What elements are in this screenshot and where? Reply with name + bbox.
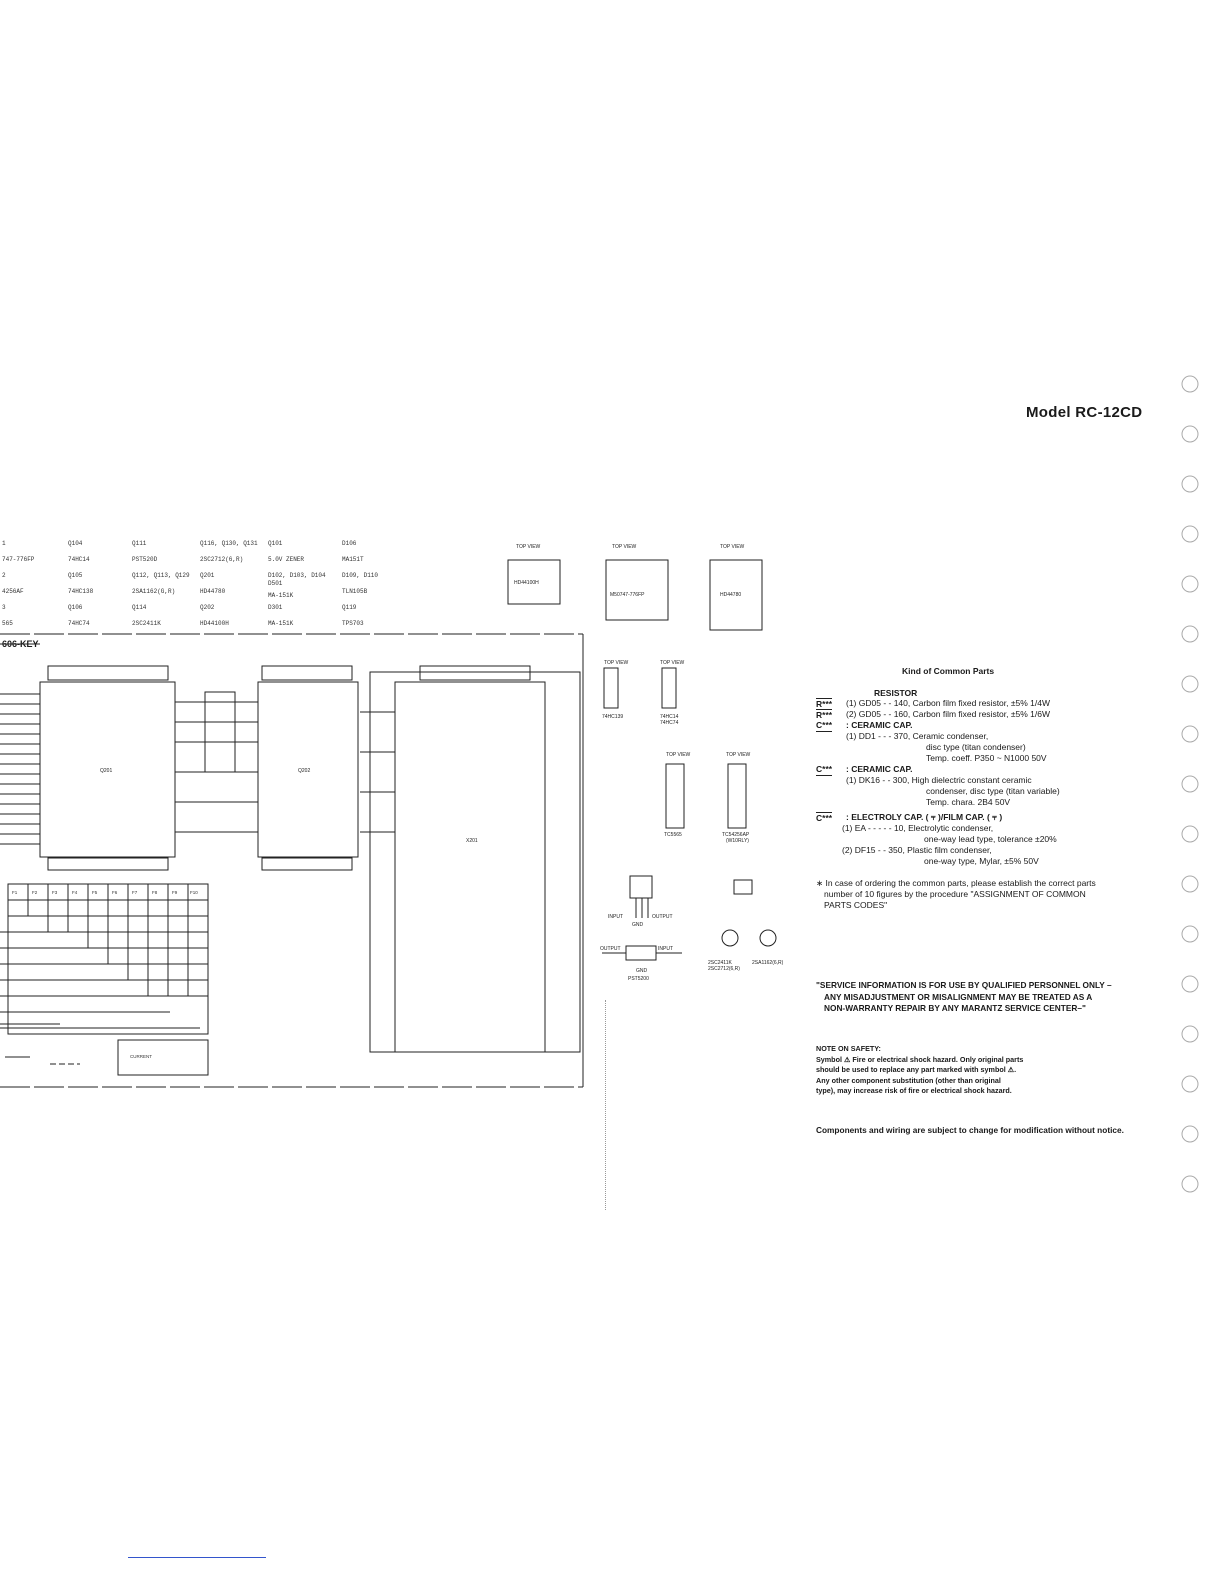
parts-cell: 74HC138 <box>68 588 94 595</box>
chip-q202-label: Q202 <box>298 768 311 774</box>
c1-heading: : CERAMIC CAP. <box>846 720 913 730</box>
c3-heading: : ELECTROLY CAP. ( ⫧ )/FILM CAP. ( ⫧ ) <box>846 812 1003 822</box>
topview-caption: TOP VIEW <box>726 752 751 758</box>
parts-cell: Q202 <box>200 604 215 611</box>
c1-code: C*** <box>816 720 833 730</box>
r1-code: R*** <box>816 699 833 709</box>
topview-caption: TOP VIEW <box>516 544 541 550</box>
ic-tc54256-label: TC54256AP <box>722 832 750 838</box>
binder-holes-icon <box>1172 370 1212 1210</box>
parts-left-5: 3 <box>2 604 6 611</box>
parts-cell: MA151T <box>342 556 364 563</box>
parts-cell: Q105 <box>68 572 83 579</box>
ic-top-views <box>480 538 810 858</box>
key-label: F3 <box>52 890 58 895</box>
note-line2: number of 10 figures by the procedure "ASSIGNMENT OF COMMON <box>824 889 1086 899</box>
safety-line2: should be used to replace any part marked with symbol ⚠. <box>816 1065 1017 1074</box>
bottom-rule <box>128 1557 266 1558</box>
resistor-heading: RESISTOR <box>874 688 918 698</box>
ic-m50747-label: M50747-776FP <box>610 592 645 598</box>
parts-cell: TPS703 <box>342 620 364 627</box>
ic-74hc74-label: 74HC74 <box>660 720 679 726</box>
parts-cell: Q119 <box>342 604 357 611</box>
transistor-b-label: 2SA1162(6,R) <box>752 960 784 966</box>
parts-cell: PST520D <box>132 556 158 563</box>
parts-cell: 2SC2411K <box>132 620 161 627</box>
safety-heading: NOTE ON SAFETY: <box>816 1044 881 1053</box>
chip-q201-label: Q201 <box>100 768 113 774</box>
key-label: F9 <box>172 890 178 895</box>
reg-name-label: PST5200 <box>628 976 649 982</box>
parts-cell: 2SA1162(G,R) <box>132 588 176 595</box>
model-title: Model RC-12CD <box>1026 404 1143 421</box>
parts-cell: MA-151K <box>268 592 294 599</box>
safety-line4: type), may increase risk of fire or electrical shock hazard. <box>816 1086 1012 1095</box>
c3-code: C*** <box>816 813 833 823</box>
service-line1: "SERVICE INFORMATION IS FOR USE BY QUALIFIED PERSONNEL ONLY – <box>816 980 1112 990</box>
parts-cell: D301 <box>268 604 283 611</box>
safety-note <box>816 1044 1023 1097</box>
key-label: F8 <box>152 890 158 895</box>
key-label: F4 <box>72 890 78 895</box>
c3-line4: one-way type, Mylar, ±5% 50V <box>924 856 1039 866</box>
parts-left-1: 1 <box>2 540 6 547</box>
topview-caption: TOP VIEW <box>604 660 629 666</box>
c3-line2: one-way lead type, tolerance ±20% <box>924 834 1057 844</box>
parts-cell: Q116, Q130, Q131 <box>200 540 258 547</box>
reg-output-label: OUTPUT <box>652 914 673 920</box>
parts-left-4: 4256AF <box>2 588 24 595</box>
ic-tc5565-label: TC5565 <box>664 832 682 838</box>
parts-cell: D102, D103, D104 <box>268 572 326 579</box>
c3-line1: (1) EA - - - - - 10, Electrolytic condenser, <box>842 823 994 833</box>
c2-code: C*** <box>816 764 833 774</box>
transistor-a2-label: 2SC2712(6,R) <box>708 966 740 972</box>
parts-cell: D106 <box>342 540 357 547</box>
r1-text: (1) GD05 - - 140, Carbon film fixed resistor, ±5% 1/4W <box>846 698 1051 708</box>
transistor-a-label: 2SC2411K <box>708 960 732 966</box>
service-line2: ANY MISADJUSTMENT OR MISALIGNMENT MAY BE TREATED AS A <box>824 991 1093 1002</box>
ic-74hc139-label: 74HC139 <box>602 714 624 720</box>
parts-cell: D501 <box>268 580 283 587</box>
ic-tc54256-note: (W10RLY) <box>726 838 749 844</box>
ic-74hc14-label: 74HC14 <box>660 714 679 720</box>
key-label: F10 <box>190 890 198 895</box>
parts-cell: Q106 <box>68 604 83 611</box>
key-label: F5 <box>92 890 98 895</box>
parts-cell: Q111 <box>132 540 147 547</box>
r2-text: (2) GD05 - - 160, Carbon film fixed resistor, ±5% 1/6W <box>846 709 1051 719</box>
parts-cell: MA-151K <box>268 620 294 627</box>
reg-gnd-label-2: GND <box>636 968 648 974</box>
parts-cell: HD44100H <box>200 620 229 627</box>
reg-output-label-2: OUTPUT <box>600 946 621 952</box>
parts-cell: Q104 <box>68 540 83 547</box>
parts-left-3: 2 <box>2 572 6 579</box>
c3-line3: (2) DF15 - - 350, Plastic film condenser, <box>842 845 992 855</box>
key-board-label: 606-KEY <box>2 639 39 649</box>
topview-caption: TOP VIEW <box>720 544 745 550</box>
service-line3: NON-WARRANTY REPAIR BY ANY MARANTZ SERVICE CENTER–" <box>824 1003 1086 1013</box>
ic-hd44780-label: HD44780 <box>720 592 742 598</box>
key-label: F7 <box>132 890 138 895</box>
parts-cell: D109, D110 <box>342 572 379 579</box>
key-label: F6 <box>112 890 118 895</box>
current-label: CURRENT <box>130 1054 152 1059</box>
parts-left-6: 565 <box>2 620 13 627</box>
modification-notice: Components and wiring are subject to change for modification without notice. <box>816 1125 1124 1135</box>
reg-gnd-label: GND <box>632 922 644 928</box>
key-label: F2 <box>32 890 38 895</box>
safety-line1: Symbol ⚠ Fire or electrical shock hazard. Only original parts <box>816 1054 1024 1064</box>
c2-line2: condenser, disc type (titan variable) <box>926 786 1060 796</box>
parts-cell: 74HC74 <box>68 620 90 627</box>
topview-caption: TOP VIEW <box>612 544 637 550</box>
parts-cell: 2SC2712(6,R) <box>200 556 244 563</box>
parts-cell: HD44780 <box>200 588 226 595</box>
c2-line1: (1) DK16 - - 300, High dielectric constant ceramic <box>846 775 1032 785</box>
reg-input-label-2: INPUT <box>658 946 673 952</box>
c1-line1: (1) DD1 - - - 370, Ceramic condenser, <box>846 731 989 741</box>
parts-cell: TLN105B <box>342 588 368 595</box>
fold-line <box>605 1000 606 1210</box>
chip-x201-label: X201 <box>466 838 478 844</box>
c1-line2: disc type (titan condenser) <box>926 742 1026 752</box>
parts-left-2: 747-776FP <box>2 556 35 563</box>
component-outlines <box>596 868 806 998</box>
parts-cell: Q112, Q113, Q129 <box>132 572 190 579</box>
note-line3: PARTS CODES" <box>824 900 888 910</box>
r2-code: R*** <box>816 710 833 720</box>
topview-caption: TOP VIEW <box>660 660 685 666</box>
reg-input-label: INPUT <box>608 914 623 920</box>
c2-line3: Temp. chara. 2B4 50V <box>926 797 1011 807</box>
key-label: F1 <box>12 890 18 895</box>
parts-cell: 5.0V ZENER <box>268 556 305 563</box>
parts-cell: Q101 <box>268 540 283 547</box>
ic-hd44100h-label: HD44100H <box>514 580 539 586</box>
c1-line3: Temp. coeff. P350 ~ N1000 50V <box>926 753 1047 763</box>
parts-cell: Q114 <box>132 604 147 611</box>
note-line1: ∗ In case of ordering the common parts, please establish the correct parts <box>816 878 1096 888</box>
legend-title: Kind of Common Parts <box>902 666 995 676</box>
parts-cell: 74HC14 <box>68 556 90 563</box>
c2-heading: : CERAMIC CAP. <box>846 764 913 774</box>
safety-line3: Any other component substitution (other than original <box>816 1075 1001 1085</box>
service-information-notice <box>816 980 1112 1015</box>
topview-caption: TOP VIEW <box>666 752 691 758</box>
parts-cell: Q201 <box>200 572 215 579</box>
